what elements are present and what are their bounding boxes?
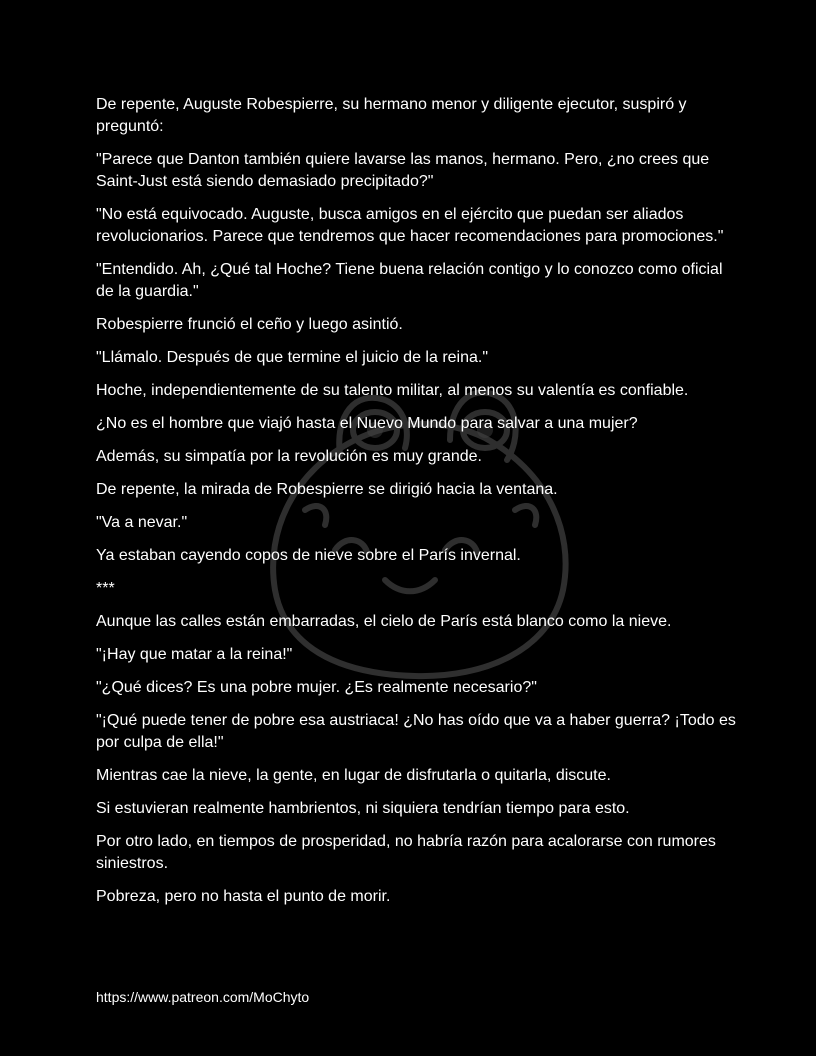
paragraph: "Entendido. Ah, ¿Qué tal Hoche? Tiene buena relación contigo y lo conozco como oficial de la guardia." [96, 261, 723, 300]
paragraph: Pobreza, pero no hasta el punto de morir. [96, 888, 391, 905]
paragraph: De repente, la mirada de Robespierre se dirigió hacia la ventana. [96, 481, 558, 498]
paragraph: "¡Qué puede tener de pobre esa austriaca! ¿No has oído que va a haber guerra? ¡Todo es por culpa de ella!" [96, 712, 736, 751]
document-body [96, 94, 736, 919]
paragraph: De repente, Auguste Robespierre, su hermano menor y diligente ejecutor, suspiró y preguntó: [96, 96, 687, 135]
paragraph: "Llámalo. Después de que termine el juicio de la reina." [96, 349, 489, 366]
paragraph: Ya estaban cayendo copos de nieve sobre el París invernal. [96, 547, 521, 564]
paragraph: Si estuvieran realmente hambrientos, ni siquiera tendrían tiempo para esto. [96, 800, 630, 817]
paragraph: Mientras cae la nieve, la gente, en lugar de disfrutarla o quitarla, discute. [96, 767, 611, 784]
paragraph: "No está equivocado. Auguste, busca amigos en el ejército que puedan ser aliados revolucionarios. Parece que tendremos que hacer recomendaciones para promociones." [96, 206, 724, 245]
paragraph: "Parece que Danton también quiere lavarse las manos, hermano. Pero, ¿no crees que Saint-Just está siendo demasiado precipitado?" [96, 151, 710, 190]
paragraph: ¿No es el hombre que viajó hasta el Nuevo Mundo para salvar a una mujer? [96, 415, 638, 432]
paragraph: "¿Qué dices? Es una pobre mujer. ¿Es realmente necesario?" [96, 679, 537, 696]
paragraph: Por otro lado, en tiempos de prosperidad, no habría razón para acalorarse con rumores siniestros. [96, 833, 716, 872]
paragraph: Hoche, independientemente de su talento militar, al menos su valentía es confiable. [96, 382, 689, 399]
paragraph: Además, su simpatía por la revolución es muy grande. [96, 448, 482, 465]
patreon-link[interactable]: https://www.patreon.com/MoChyto [96, 989, 310, 1005]
paragraph: "Va a nevar." [96, 514, 188, 531]
paragraph: Aunque las calles están embarradas, el cielo de París está blanco como la nieve. [96, 613, 672, 630]
scene-break: *** [96, 580, 115, 597]
paragraph: Robespierre frunció el ceño y luego asintió. [96, 316, 403, 333]
paragraph: "¡Hay que matar a la reina!" [96, 646, 293, 663]
